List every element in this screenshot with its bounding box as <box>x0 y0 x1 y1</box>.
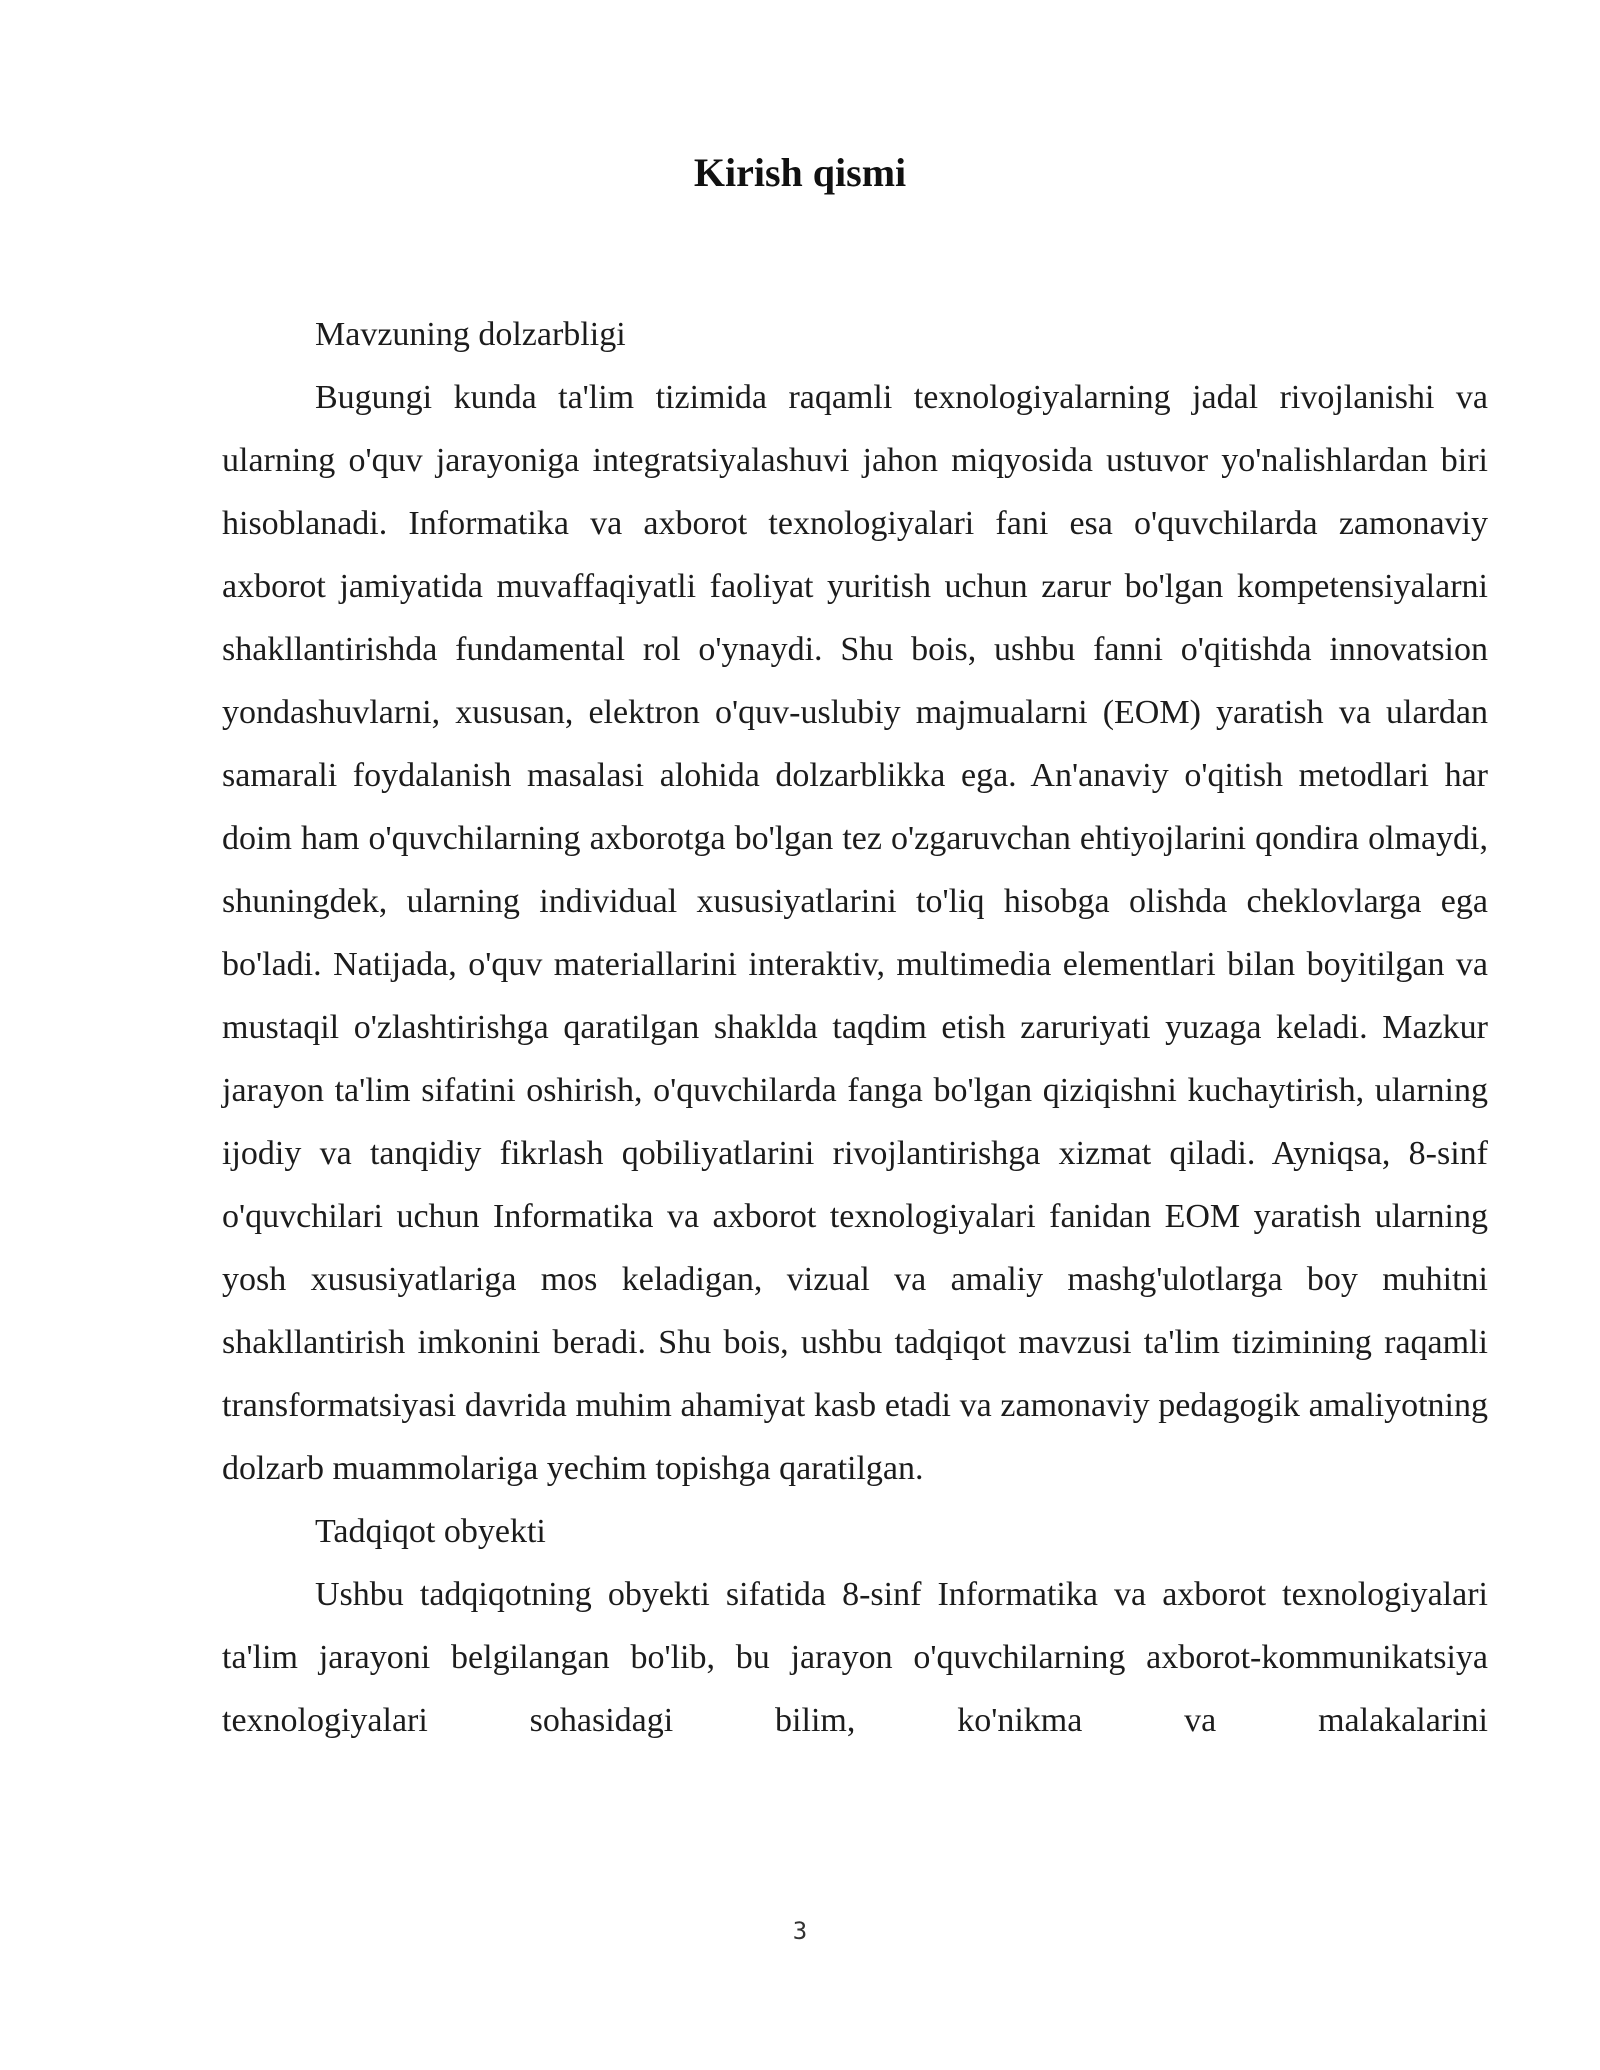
page-title: Kirish qismi <box>693 150 907 195</box>
section-paragraph-relevance: Bugungi kunda ta'lim tizimida raqamli texnologiyalarning jadal rivojlanishi va ularning o'quv jarayoniga integratsiyalashuvi jahon miqyosida ustuvor yo'nalishlardan biri hisoblanadi. Informatika va axborot texnologiyalari fani esa o'quvchilarda zamonaviy axborot jamiyatida muvaffaqiyatli faoliyat yuritish uchun zarur bo'lgan kompetensiyalarni shakllantirishda fundamental rol o'ynaydi. Shu bois, ushbu fanni o'qitishda innovatsion yondashuvlarni, xususan, elektron o'quv-uslubiy majmualarni (EOM) yaratish va ulardan samarali foydalanish masalasi alohida dolzarblikka ega. An'anaviy o'qitish metodlari har doim ham o'quvchilarning axborotga bo'lgan tez o'zgaruvchan ehtiyojlarini qondira olmaydi, shuningdek, ularning individual xususiyatlarini to'liq hisobga olishda cheklovlarga ega bo'ladi. Natijada, o'quv materiallarini interaktiv, multimedia elementlari bilan boyitilgan va mustaqil o'zlashtirishga qaratilgan shaklda taqdim etish zaruriyati yuzaga keladi. Mazkur jarayon ta'lim sifatini oshirish, o'quvchilarda fanga bo'lgan qiziqishni kuchaytirish, ularning ijodiy va tanqidiy fikrlash qobiliyatlarini rivojlantirishga xizmat qiladi. Ayniqsa, 8-sinf o'quvchilari uchun Informatika va axborot texnologiyalari fanidan EOM yaratish ularning yosh xususiyatlariga mos keladigan, vizual va amaliy mashg'ulotlarga boy muhitni shakllantirish imkonini beradi. Shu bois, ushbu tadqiqot mavzusi ta'lim tizimining raqamli transformatsiyasi davrida muhim ahamiyat kasb etadi va zamonaviy pedagogik amaliyotning dolzarb muammolariga yechim topishga qaratilgan. <box>222 379 1488 1487</box>
document-body <box>222 303 1488 1752</box>
section-heading-research-object: Tadqiqot obyekti <box>315 1513 546 1550</box>
page-number: 3 <box>792 1917 808 1945</box>
section-paragraph-research-object: Ushbu tadqiqotning obyekti sifatida 8-sinf Informatika va axborot texnologiyalari ta'lim jarayoni belgilangan bo'lib, bu jarayon o'quvchilarning axborot-kommunikatsiya texnologiyalari sohasidagi bilim, ko'nikma va malakalarini <box>222 1576 1488 1739</box>
section-heading-relevance: Mavzuning dolzarbligi <box>315 316 626 353</box>
